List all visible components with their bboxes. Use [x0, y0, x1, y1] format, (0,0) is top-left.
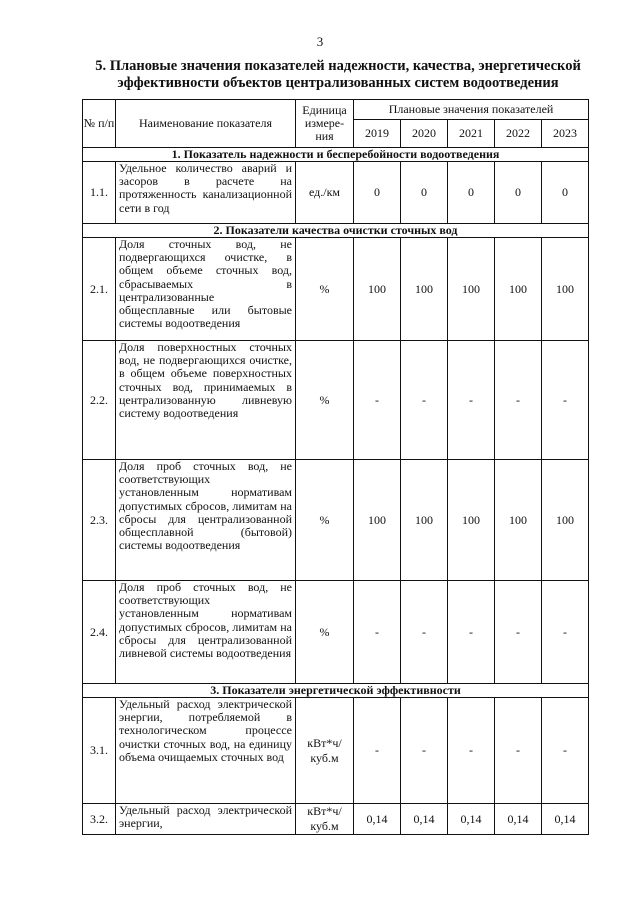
- row-unit: %: [296, 341, 354, 460]
- section-title: 3. Показатели энергетической эффективности: [83, 684, 589, 698]
- row-value: 0: [542, 162, 589, 224]
- row-value: 100: [401, 238, 448, 341]
- row-value: -: [495, 698, 542, 804]
- row-name: Удельный расход электрической энергии, потребляемой в технологическом процессе очистки сточных вод, на единицу объема очищаемых сточных вод: [116, 698, 296, 804]
- row-value: -: [448, 698, 495, 804]
- row-num: 2.3.: [83, 460, 116, 581]
- row-num: 2.4.: [83, 581, 116, 684]
- header-planned-values: Плановые значения показателей: [354, 100, 589, 120]
- row-value: -: [495, 341, 542, 460]
- table-row: [83, 698, 589, 804]
- row-value: 0,14: [401, 804, 448, 835]
- section-title: 2. Показатели качества очистки сточных вод: [83, 224, 589, 238]
- row-value: -: [401, 581, 448, 684]
- table-row: [83, 341, 589, 460]
- row-name: Доля проб сточных вод, не соответствующих установленным нормативам допустимых сбросов, лимитам на сбросы для централизованной общесплавной (бытовой) системы водоотведения: [116, 460, 296, 581]
- row-value: -: [495, 581, 542, 684]
- row-value: 100: [542, 238, 589, 341]
- row-value: -: [448, 581, 495, 684]
- row-value: -: [354, 341, 401, 460]
- row-value: 0,14: [495, 804, 542, 835]
- table-row: [83, 581, 589, 684]
- row-value: 100: [495, 238, 542, 341]
- row-num: 2.1.: [83, 238, 116, 341]
- header-year: 2020: [401, 120, 448, 148]
- row-value: 100: [495, 460, 542, 581]
- table-row: [83, 460, 589, 581]
- row-name: Удельный расход электрической энергии,: [116, 804, 296, 835]
- header-year: 2019: [354, 120, 401, 148]
- header-name: Наименование показателя: [116, 100, 296, 148]
- table-row: [83, 238, 589, 341]
- row-unit: кВт*ч/ куб.м: [296, 698, 354, 804]
- row-name: Доля поверхностных сточных вод, не подвергающихся очистке, в общем объеме поверхностных сточных вод, принимаемых в централизованную ливневую систему водоотведения: [116, 341, 296, 460]
- header-unit: Единица измере-ния: [296, 100, 354, 148]
- indicators-table: [82, 99, 589, 835]
- row-value: 0,14: [448, 804, 495, 835]
- row-name: Доля сточных вод, не подвергающихся очистке, в общем объеме сточных вод, сбрасываемых в централизованные общесплавные или бытовые системы водоотведения: [116, 238, 296, 341]
- row-value: 0,14: [354, 804, 401, 835]
- header-num: № п/п: [83, 100, 116, 148]
- table-row: [83, 162, 589, 224]
- row-unit: %: [296, 460, 354, 581]
- header-year: 2021: [448, 120, 495, 148]
- row-value: -: [401, 341, 448, 460]
- row-num: 2.2.: [83, 341, 116, 460]
- row-value: 100: [354, 238, 401, 341]
- table-row: [83, 804, 589, 835]
- row-value: 0: [495, 162, 542, 224]
- row-value: 0: [354, 162, 401, 224]
- row-unit: %: [296, 238, 354, 341]
- row-name: Удельное количество аварий и засоров в расчете на протяженность канализационной сети в год: [116, 162, 296, 224]
- row-num: 3.1.: [83, 698, 116, 804]
- section-title: 1. Показатель надежности и бесперебойности водоотведения: [83, 148, 589, 162]
- row-value: -: [542, 698, 589, 804]
- row-num: 3.2.: [83, 804, 116, 835]
- row-value: -: [542, 581, 589, 684]
- document-title: 5. Плановые значения показателей надежности, качества, энергетической эффективности объектов централизованных систем водоотведения: [95, 58, 581, 91]
- row-value: 0: [401, 162, 448, 224]
- page-number: 3: [316, 34, 324, 49]
- row-value: -: [542, 341, 589, 460]
- row-value: -: [354, 581, 401, 684]
- row-value: 100: [542, 460, 589, 581]
- row-value: -: [448, 341, 495, 460]
- row-unit: ед./км: [296, 162, 354, 224]
- row-num: 1.1.: [83, 162, 116, 224]
- header-year: 2023: [542, 120, 589, 148]
- header-year: 2022: [495, 120, 542, 148]
- row-name: Доля проб сточных вод, не соответствующих установленным нормативам допустимых сбросов, лимитам на сбросы для централизованной ливневой системы водоотведения: [116, 581, 296, 684]
- row-value: 100: [448, 460, 495, 581]
- row-value: 100: [354, 460, 401, 581]
- row-unit: кВт*ч/ куб.м: [296, 804, 354, 835]
- row-value: 100: [401, 460, 448, 581]
- row-value: 0: [448, 162, 495, 224]
- row-value: 0,14: [542, 804, 589, 835]
- row-unit: %: [296, 581, 354, 684]
- row-value: 100: [448, 238, 495, 341]
- row-value: -: [354, 698, 401, 804]
- row-value: -: [401, 698, 448, 804]
